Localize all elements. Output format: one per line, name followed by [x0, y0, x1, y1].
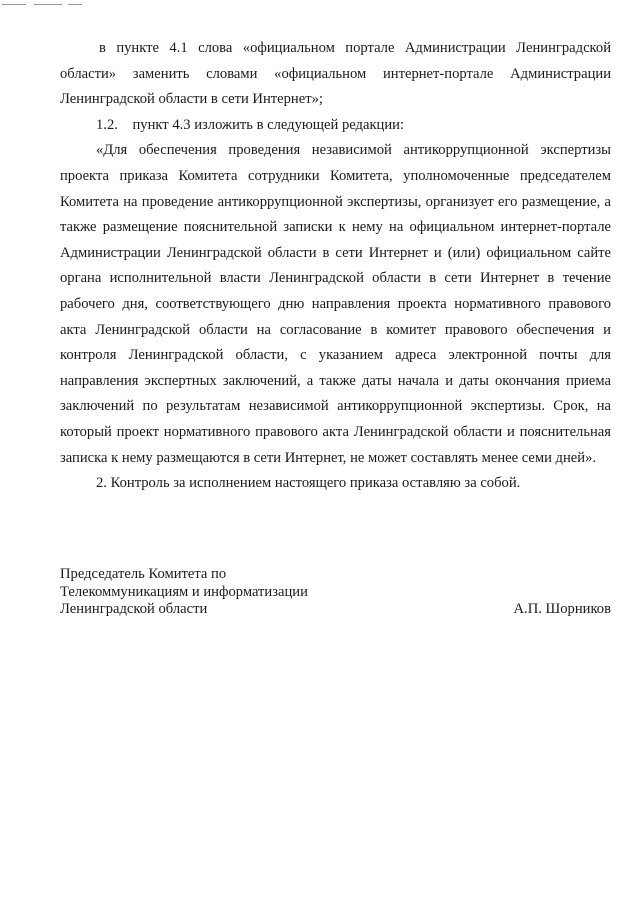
signature-block: [60, 566, 611, 619]
scan-artifact-mark: [68, 4, 82, 5]
signatory-name: А.П. Шорников: [513, 601, 611, 617]
paragraph-item-1-2: 1.2. пункт 4.3 изложить в следующей редакции:: [96, 116, 405, 133]
signatory-position-line-2: Телекоммуникациям и информатизации: [60, 583, 308, 600]
paragraph-control-clause: 2. Контроль за исполнением настоящего приказа оставляю за собой.: [96, 475, 521, 492]
paragraph-new-wording-4-3: «Для обеспечения проведения независимой антикоррупционной экспертизы проекта приказа Комитета сотрудники Комитета, уполномоченные председателем Комитета на проведение антикоррупционной экспертизы, организует его размещение, а также размещение пояснительной записки к нему на официальном интернет-портале Администрации Ленинградской области в сети Интернет и (или) официальном сайте органа исполнительной власти Ленинградской области в сети Интернет в течение рабочего дня, соответствующего дню направления проекта нормативного правового акта Ленинградской области на согласование в комитет правового обеспечения и контроля Ленинградской области, с указанием адреса электронной почты для направления экспертных заключений, а также даты начала и даты окончания приема заключений по результатам независимой антикоррупционной экспертизы. Срок, на который проект нормативного правового акта Ленинградской области и пояснительная записка к нему размещаются в сети Интернет, не может составлять менее семи дней».: [60, 142, 611, 466]
scan-artifact-mark: [34, 4, 62, 5]
signatory-position-line-3: Ленинградской области: [60, 601, 208, 617]
paragraph-amendment-4-1: в пункте 4.1 слова «официальном портале Администрации Ленинградской области» заменить словами «официальном интернет-портале Администрации Ленинградской области в сети Интернет»;: [60, 40, 611, 108]
signatory-position-line-1: Председатель Комитета по: [60, 566, 227, 582]
scan-artifact-mark: [2, 4, 26, 5]
document-body: [60, 36, 611, 497]
